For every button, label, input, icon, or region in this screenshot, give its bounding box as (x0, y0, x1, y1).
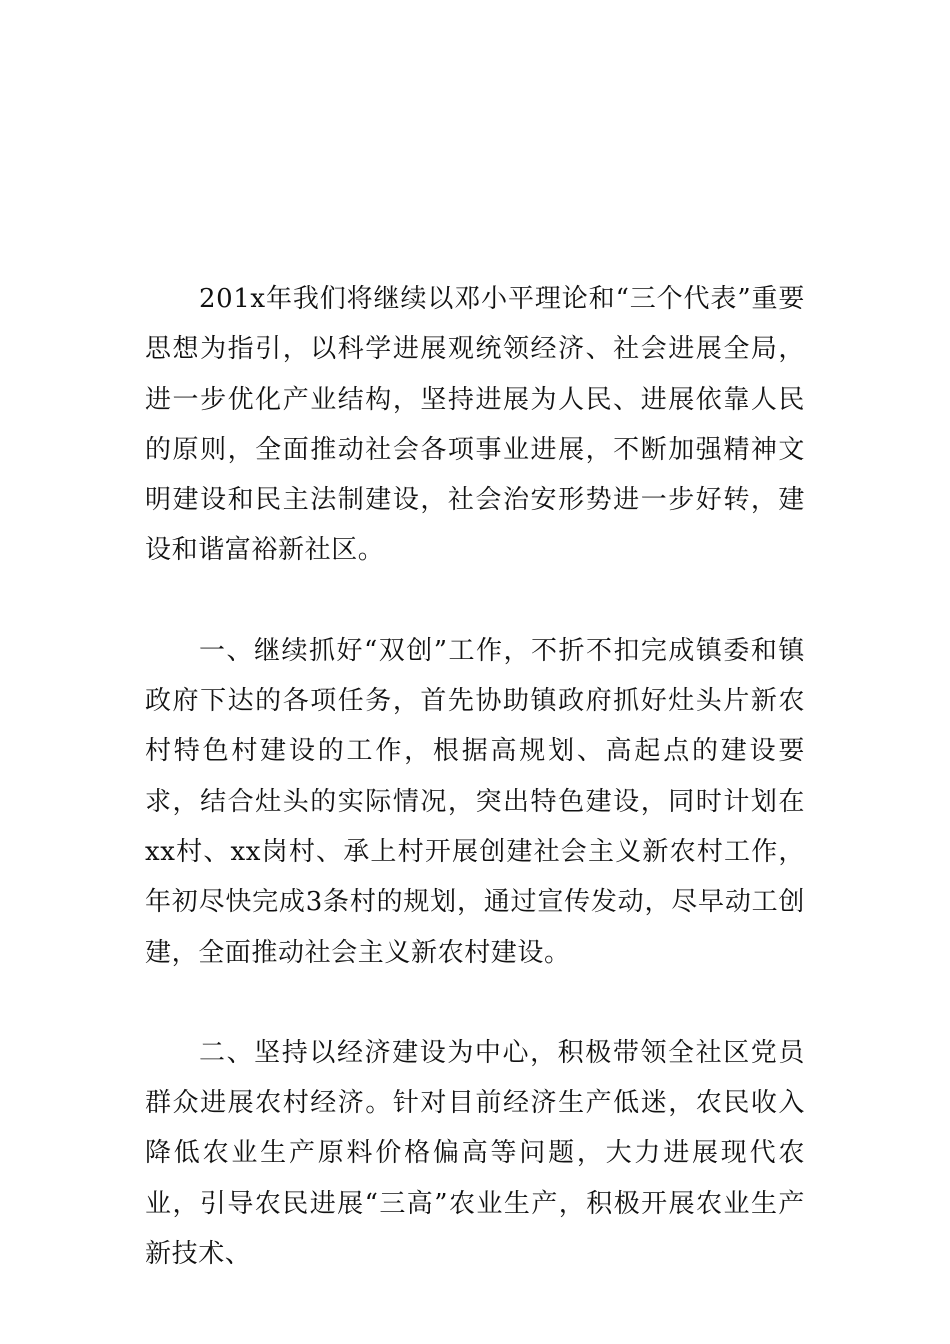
paragraph-spacer (145, 576, 805, 626)
paragraph-spacer (145, 978, 805, 1028)
paragraph-intro: 201x年我们将继续以邓小平理论和“三个代表”重要思想为指引，以科学进展观统领经济、社会进展全局，进一步优化产业结构，坚持进展为人民、进展依靠人民的原则，全面推动社会各项事业进展，不断加强精神文明建设和民主法制建设，社会治安形势进一步好转，建设和谐富裕新社区。 (145, 284, 805, 566)
paragraph-section-one: 一、继续抓好“双创”工作，不折不扣完成镇委和镇政府下达的各项任务，首先协助镇政府抓好灶头片新农村特色村建设的工作，根据高规划、高起点的建设要求，结合灶头的实际情况，突出特色建设，同时计划在xx村、xx岗村、承上村开展创建社会主义新农村工作，年初尽快完成3条村的规划，通过宣传发动，尽早动工创建，全面推动社会主义新农村建设。 (145, 635, 805, 968)
document-body (145, 274, 805, 1279)
paragraph-section-two: 二、坚持以经济建设为中心，积极带领全社区党员群众进展农村经济。针对目前经济生产低迷，农民收入降低农业生产原料价格偏高等问题，大力进展现代农业，引导农民进展“三高”农业生产，积极开展农业生产新技术、 (145, 1037, 805, 1270)
